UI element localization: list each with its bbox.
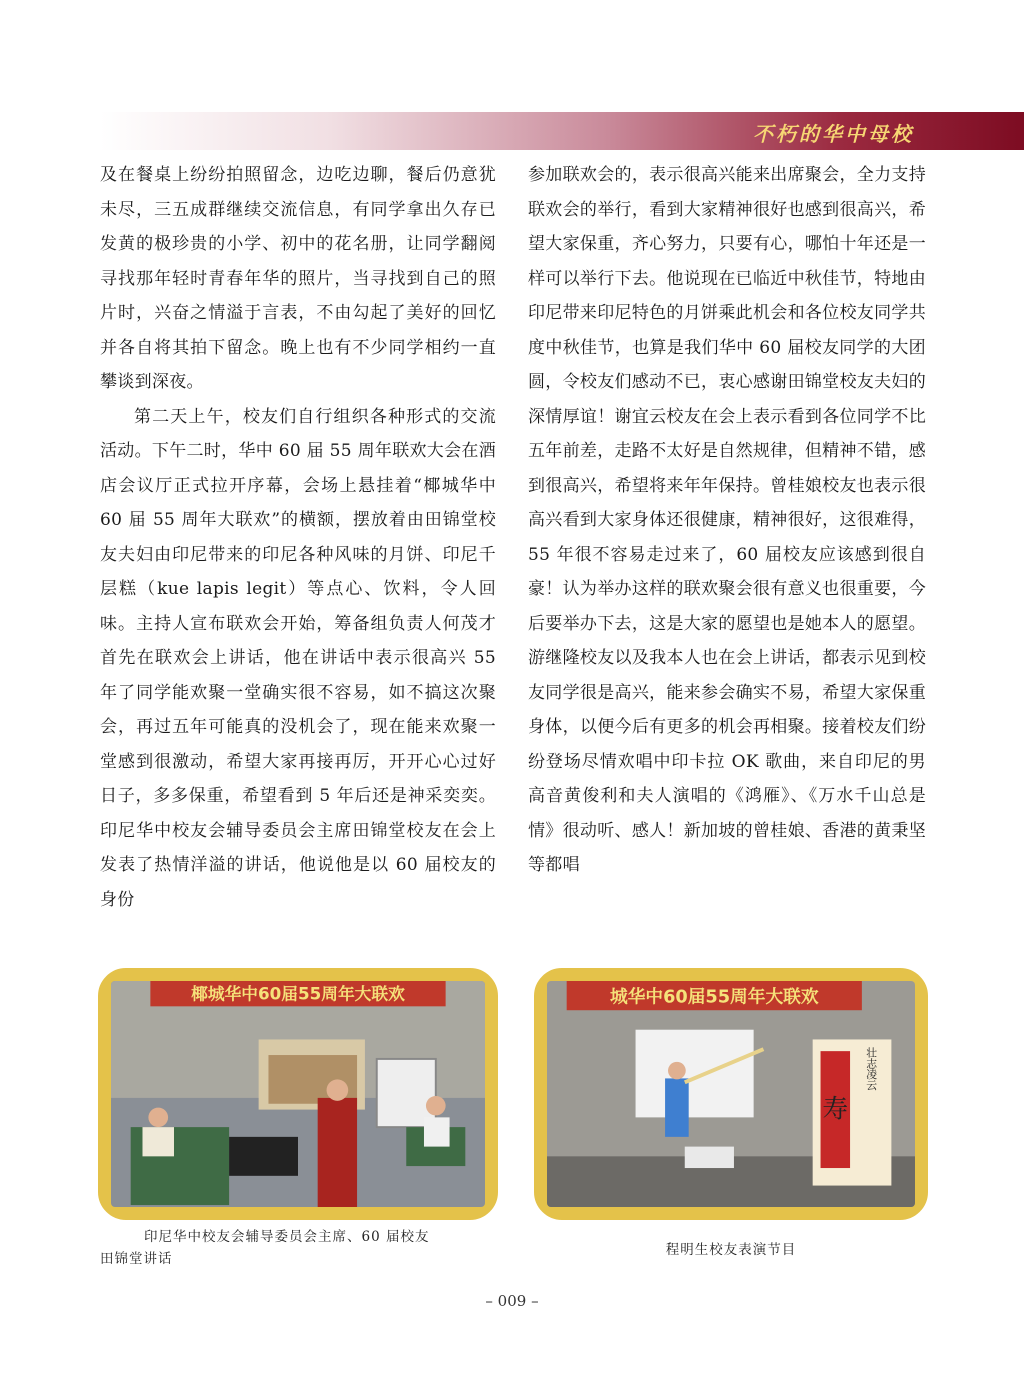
photo-performance-caption: 程明生校友表演节目 bbox=[665, 1242, 797, 1258]
photo-performance-image bbox=[547, 981, 915, 1207]
paragraph: 参加联欢会的，表示很高兴能来出席聚会，全力支持联欢会的举行，看到大家精神很好也感到很高兴，希望大家保重，齐心努力，只要有心，哪怕十年还是一样可以举行下去。他说现在已临近中秋佳节，特地由印尼带来印尼特色的月饼乘此机会和各位校友同学共度中秋佳节，也算是我们华中 60 届校友同学的大团圆，令校友们感动不已，衷心感谢田锦堂校友夫妇的深情厚谊！谢宜云校友在会上表示看到各位同学不比五年前差，走路不太好是自然规律，但精神不错，感到很高兴，希望将来年年保持。曾桂娘校友也表示很高兴看到大家身体还很健康，精神很好，这很难得，55 年很不容易走过来了，60 届校友应该感到很自豪！认为举办这样的联欢聚会很有意义也很重要，今后要举办下去，这是大家的愿望也是她本人的愿望。游继隆校友以及我本人也在会上讲话，都表示见到校友同学很是高兴，能来参会确实不易，希望大家保重身体，以便今后有更多的机会再相聚。接着校友们纷纷登场尽情欢唱中印卡拉 OK 歌曲，来自印尼的男高音黄俊利和夫人演唱的《鸿雁》、《万水千山总是情》很动听、感人！新加坡的曾桂娘、香港的黄秉坚等都唱 bbox=[528, 165, 926, 875]
photo-speech-image bbox=[111, 981, 485, 1207]
photo-speech-caption bbox=[100, 1226, 500, 1270]
right-column bbox=[528, 158, 926, 883]
photo-performance bbox=[534, 968, 928, 1220]
page-number: – 009 – bbox=[485, 1292, 539, 1310]
scroll-character: 寿 bbox=[822, 1094, 849, 1125]
photo-banner-text: 城华中60届55周年大联欢 bbox=[610, 987, 819, 1008]
caption-line: 田锦堂讲话 bbox=[100, 1251, 173, 1267]
photo-banner-text: 椰城华中60届55周年大联欢 bbox=[191, 984, 405, 1004]
left-column bbox=[100, 158, 496, 917]
paragraph: 及在餐桌上纷纷拍照留念，边吃边聊，餐后仍意犹未尽，三五成群继续交流信息，有同学拿出久存已发黄的极珍贵的小学、初中的花名册，让同学翻阅寻找那年轻时青春年华的照片，当寻找到自己的照片时，兴奋之情溢于言表，不由勾起了美好的回忆并各自将其拍下留念。晚上也有不少同学相约一直攀谈到深夜。 bbox=[100, 165, 496, 392]
paragraph: 第二天上午，校友们自行组织各种形式的交流活动。下午二时，华中 60 届 55 周年联欢大会在酒店会议厅正式拉开序幕，会场上悬挂着“椰城华中 60 届 55 周年大联欢”的横额，摆放着由田锦堂校友夫妇由印尼带来的印尼各种风味的月饼、印尼千层糕（kue lapis legit）等点心、饮料，令人回味。主持人宣布联欢会开始，筹备组负责人何茂才首先在联欢会上讲话，他在讲话中表示很高兴 55 年了同学能欢聚一堂确实很不容易，如不搞这次聚会，再过五年可能真的没机会了，现在能来欢聚一堂感到很激动，希望大家再接再厉，开开心心过好日子，多多保重，希望看到 5 年后还是神采奕奕。印尼华中校友会辅导委员会主席田锦堂校友在会上发表了热情洋溢的讲话，他说他是以 60 届校友的身份 bbox=[100, 406, 496, 910]
section-title: 不朽的华中母校 bbox=[753, 122, 914, 146]
scroll-side-text: 壮志凌云 bbox=[865, 1047, 879, 1091]
photo-speech bbox=[98, 968, 498, 1220]
caption-line: 印尼华中校友会辅导委员会主席、60 届校友 bbox=[144, 1229, 430, 1245]
